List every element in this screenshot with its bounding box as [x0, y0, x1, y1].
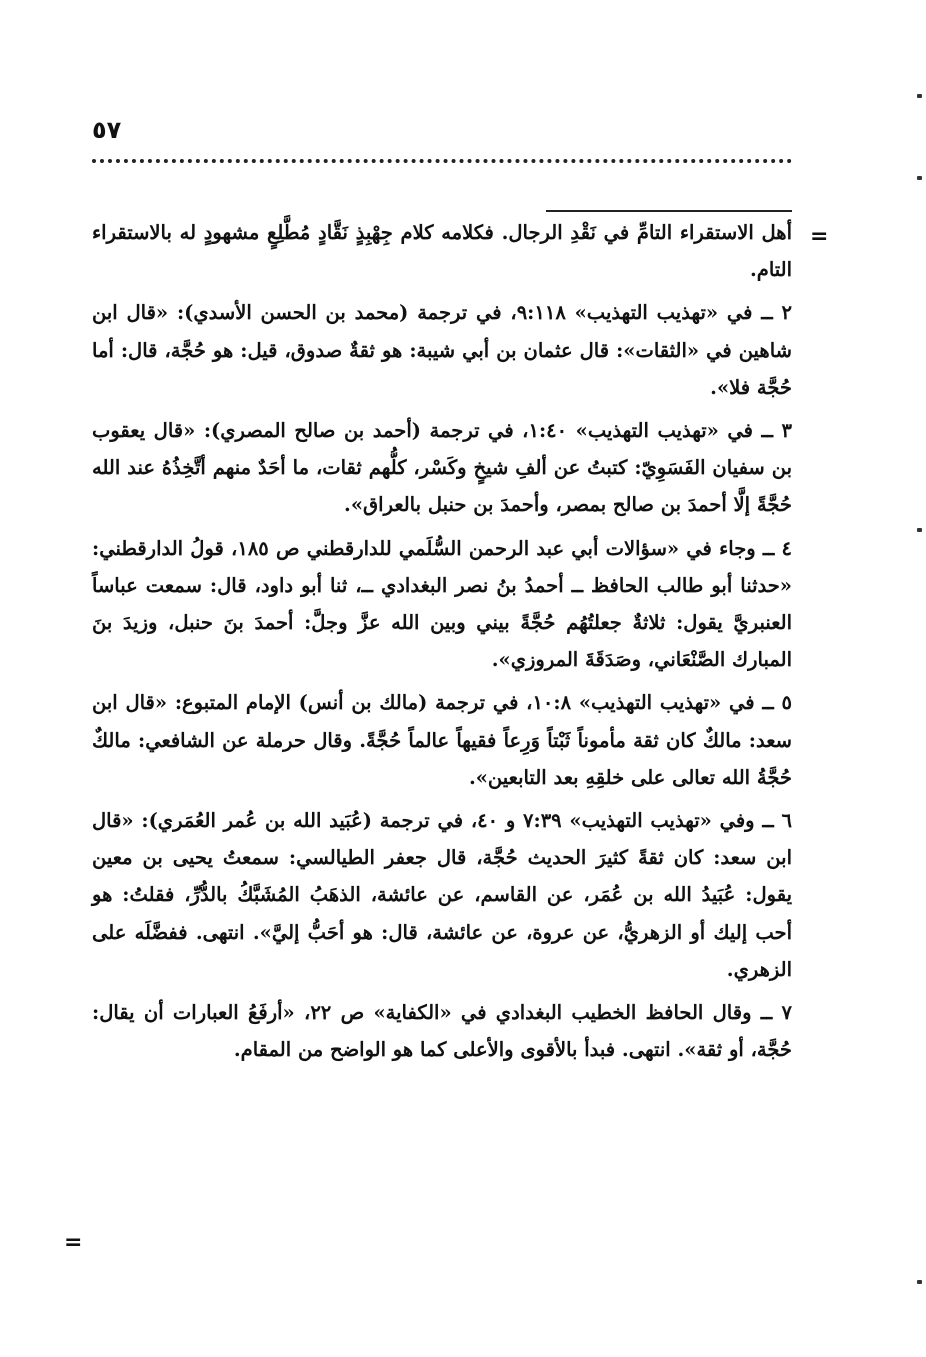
footnote-7: ٧ ــ وقال الحافظ الخطيب البغدادي في «الكفاية» ص ٢٢، «أرفَعُ العبارات أن يقال: حُجَّة، أو ثقة». انتهى. فبدأ بالأقوى والأعلى كما هو الواضح من المقام.	[92, 1001, 792, 1062]
scan-speck	[917, 1280, 922, 1284]
continuation-mark-top: =	[810, 224, 829, 249]
footnote-2: ٢ ــ في «تهذيب التهذيب» ٩:١١٨، في ترجمة (محمد بن الحسن الأسدي): «قال ابن شاهين في «الثقات»: قال عثمان بن أبي شيبة: هو ثقةٌ صدوق، قيل: هو حُجَّة، قال: أما حُجَّة فلا».	[92, 301, 793, 399]
scan-speck	[917, 528, 922, 532]
page-number: ٥٧	[92, 116, 122, 144]
footnotes-block	[92, 214, 792, 1074]
footnote-4: ٤ ــ وجاء في «سؤالات أبي عبد الرحمن السُّلَمي للدارقطني ص ١٨٥، قولُ الدارقطني: «حدثنا أبو طالب الحافظ ــ أحمدُ بنُ نصر البغدادي ــ، ثنا أبو داود، قال: سمعت عباساً العنبريَّ يقول: ثلاثةٌ جعلتُهُم حُجَّةً بيني وبين الله عزَّ وجلَّ: أحمدَ بنَ حنبل، وزيدَ بنَ المبارك الصَّنْعَاني، وصَدَقَةَ المروزي».	[92, 536, 792, 672]
header-dotted-rule	[92, 159, 792, 163]
scan-speck	[917, 94, 922, 98]
footnote-separator-rule	[546, 210, 792, 212]
footnote-continuation: أهل الاستقراء التامِّ في نَقْدِ الرجال. فكلامه كلام جِهْبِذٍ نَقَّادٍ مُطَّلِعٍ مشهودٍ له بالاستقراء التام.	[92, 221, 792, 282]
scan-speck	[917, 176, 922, 180]
continuation-mark-bottom: =	[64, 1230, 83, 1255]
footnote-5: ٥ ــ في «تهذيب التهذيب» ١٠:٨، في ترجمة (مالك بن أنس) الإمام المتبوع: «قال ابن سعد: مالكٌ كان ثقة مأموناً ثَبْتاً وَرِعاً فقيهاً عالماً حُجَّةً. وقال حرملة عن الشافعي: مالكٌ حُجَّةُ الله تعالى على خلقِهِ بعد التابعين».	[92, 691, 792, 789]
footnote-6: ٦ ــ وفي «تهذيب التهذيب» ٧:٣٩ و ٤٠، في ترجمة (عُبَيد الله بن عُمر العُمَري): «قال ابن سعد: كان ثقةً كثيرَ الحديث حُجَّة، قال جعفر الطيالسي: سمعتُ يحيى بن معين يقول: عُبَيدُ الله بن عُمَر، عن القاسم، عن عائشة، الذهَبُ المُشَبَّكُ بالدُّرِّ، فقلتُ: هو أحب إليك أو الزهريُّ، عن عروة، عن عائشة، قال: هو أحَبُّ إليَّ». انتهى. ففضَّلَه على الزهري.	[92, 809, 793, 981]
footnote-3: ٣ ــ في «تهذيب التهذيب» ١:٤٠، في ترجمة (أحمد بن صالح المصري): «قال يعقوب بن سفيان الفَسَوِيّ: كتبتُ عن ألفِ شيخٍ وكَسْر، كلُّهم ثقات، ما أحَدٌ منهم أتَّخِذُهُ عند الله حُجَّةً إلَّا أحمدَ بن صالح بمصر، وأحمدَ بن حنبل بالعراق».	[92, 419, 792, 517]
